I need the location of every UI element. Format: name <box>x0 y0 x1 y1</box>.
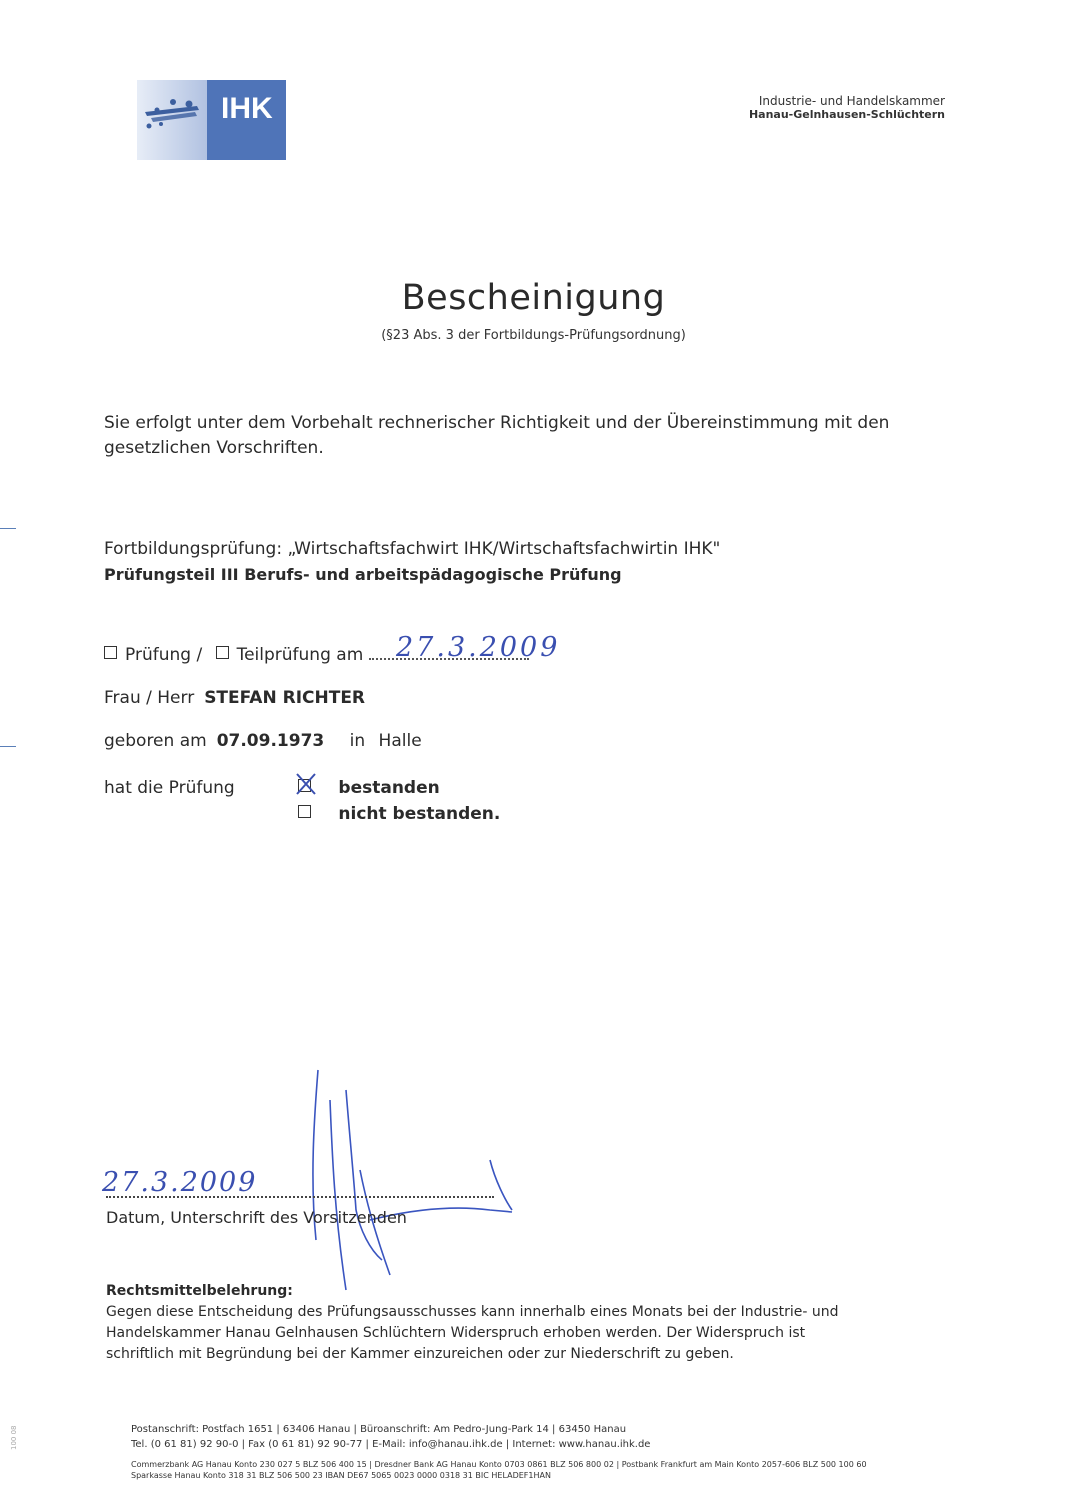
exam-part-line: Prüfungsteil III Berufs- und arbeitspädagogische Prüfung <box>104 565 622 584</box>
organization-name <box>749 94 945 122</box>
result-label: hat die Prüfung <box>104 778 235 798</box>
checkbox-exam[interactable] <box>104 646 117 659</box>
org-line-2: Hanau-Gelnhausen-Schlüchtern <box>748 108 945 121</box>
fold-mark-bottom <box>0 746 16 747</box>
signature-caption: Datum, Unterschrift des Vorsitzenden <box>106 1208 407 1227</box>
footer-bank <box>131 1459 867 1481</box>
document-subtitle: (§23 Abs. 3 der Fortbildungs-Prüfungsordnung) <box>381 328 686 343</box>
footer-address: Postanschrift: Postfach 1651 | 63406 Hanau | Büroanschrift: Am Pedro-Jung-Park 14 | 63450 Hanau <box>131 1424 627 1435</box>
signature-icon <box>290 1060 530 1300</box>
exam-line: Fortbildungsprüfung: „Wirtschaftsfachwirt IHK/Wirtschaftsfachwirtin IHK" <box>104 539 721 559</box>
legal-text: Gegen diese Entscheidung des Prüfungsausschusses kann innerhalb eines Monats bei der Industrie- und Handelskammer Hanau Gelnhausen Schlüchtern Widerspruch erhoben werden. Der Widerspruch ist schriftlich mit Begründung bei der Kammer einzureichen oder zur Niederschrift zu geben. <box>106 1304 839 1362</box>
person-row <box>104 688 365 708</box>
option-exam-label: Prüfung / <box>125 645 203 665</box>
svg-text:27.3.2009: 27.3.2009 <box>396 632 561 663</box>
result-option-failed <box>298 804 500 824</box>
margin-code: 100 08 <box>10 1425 18 1450</box>
footer-bank-line-1: Commerzbank AG Hanau Konto 230 027 5 BLZ 506 400 15 | Dresdner Bank AG Hanau Konto 0703 0861 BLZ 506 800 02 | Postbank Frankfurt am Main Konto 2057-606 BLZ 500 100 60 <box>131 1460 867 1469</box>
person-name: STEFAN RICHTER <box>204 688 366 708</box>
birth-date: 07.09.1973 <box>216 731 325 751</box>
signature-line <box>106 1196 494 1198</box>
in-label: in <box>349 731 366 751</box>
fold-mark-top <box>0 528 16 529</box>
handwritten-signature-date <box>100 1155 300 1200</box>
checkbox-passed[interactable] <box>298 779 311 792</box>
document-title: Bescheinigung <box>401 278 666 318</box>
intro-paragraph: Sie erfolgt unter dem Vorbehalt rechnerischer Richtigkeit und der Übereinstimmung mit den gesetzlichen Vorschriften. <box>104 413 890 458</box>
checkbox-failed[interactable] <box>298 805 311 818</box>
footer-bank-line-2: Sparkasse Hanau Konto 318 31 BLZ 506 500 23 IBAN DE67 5065 0023 0000 0318 31 BIC HELADEF1HAN <box>131 1471 551 1480</box>
footer-contact <box>131 1422 650 1452</box>
footer-phone: Tel. (0 61 81) 92 90-0 | Fax (0 61 81) 92 90-77 | E-Mail: info@hanau.ihk.de | Internet: www.hanau.ihk.de <box>131 1439 651 1450</box>
check-x-icon <box>295 772 319 796</box>
passed-label: bestanden <box>338 778 440 798</box>
ihk-logo <box>137 80 286 160</box>
born-label: geboren am <box>104 731 207 751</box>
failed-label: nicht bestanden. <box>338 804 501 824</box>
birth-place: Halle <box>378 731 422 751</box>
checkbox-partial-exam[interactable] <box>216 646 229 659</box>
result-option-passed <box>298 778 440 798</box>
legal-heading: Rechtsmittelbelehrung: <box>106 1283 293 1299</box>
salutation-label: Frau / Herr <box>104 688 195 708</box>
logo-text: IHK <box>221 92 273 125</box>
svg-text:27.3.2009: 27.3.2009 <box>102 1167 258 1198</box>
option-partial-exam-label: Teilprüfung am <box>236 645 364 665</box>
org-line-1: Industrie- und Handelskammer <box>758 94 945 108</box>
handwritten-exam-date <box>388 624 568 666</box>
birth-row <box>104 731 422 751</box>
